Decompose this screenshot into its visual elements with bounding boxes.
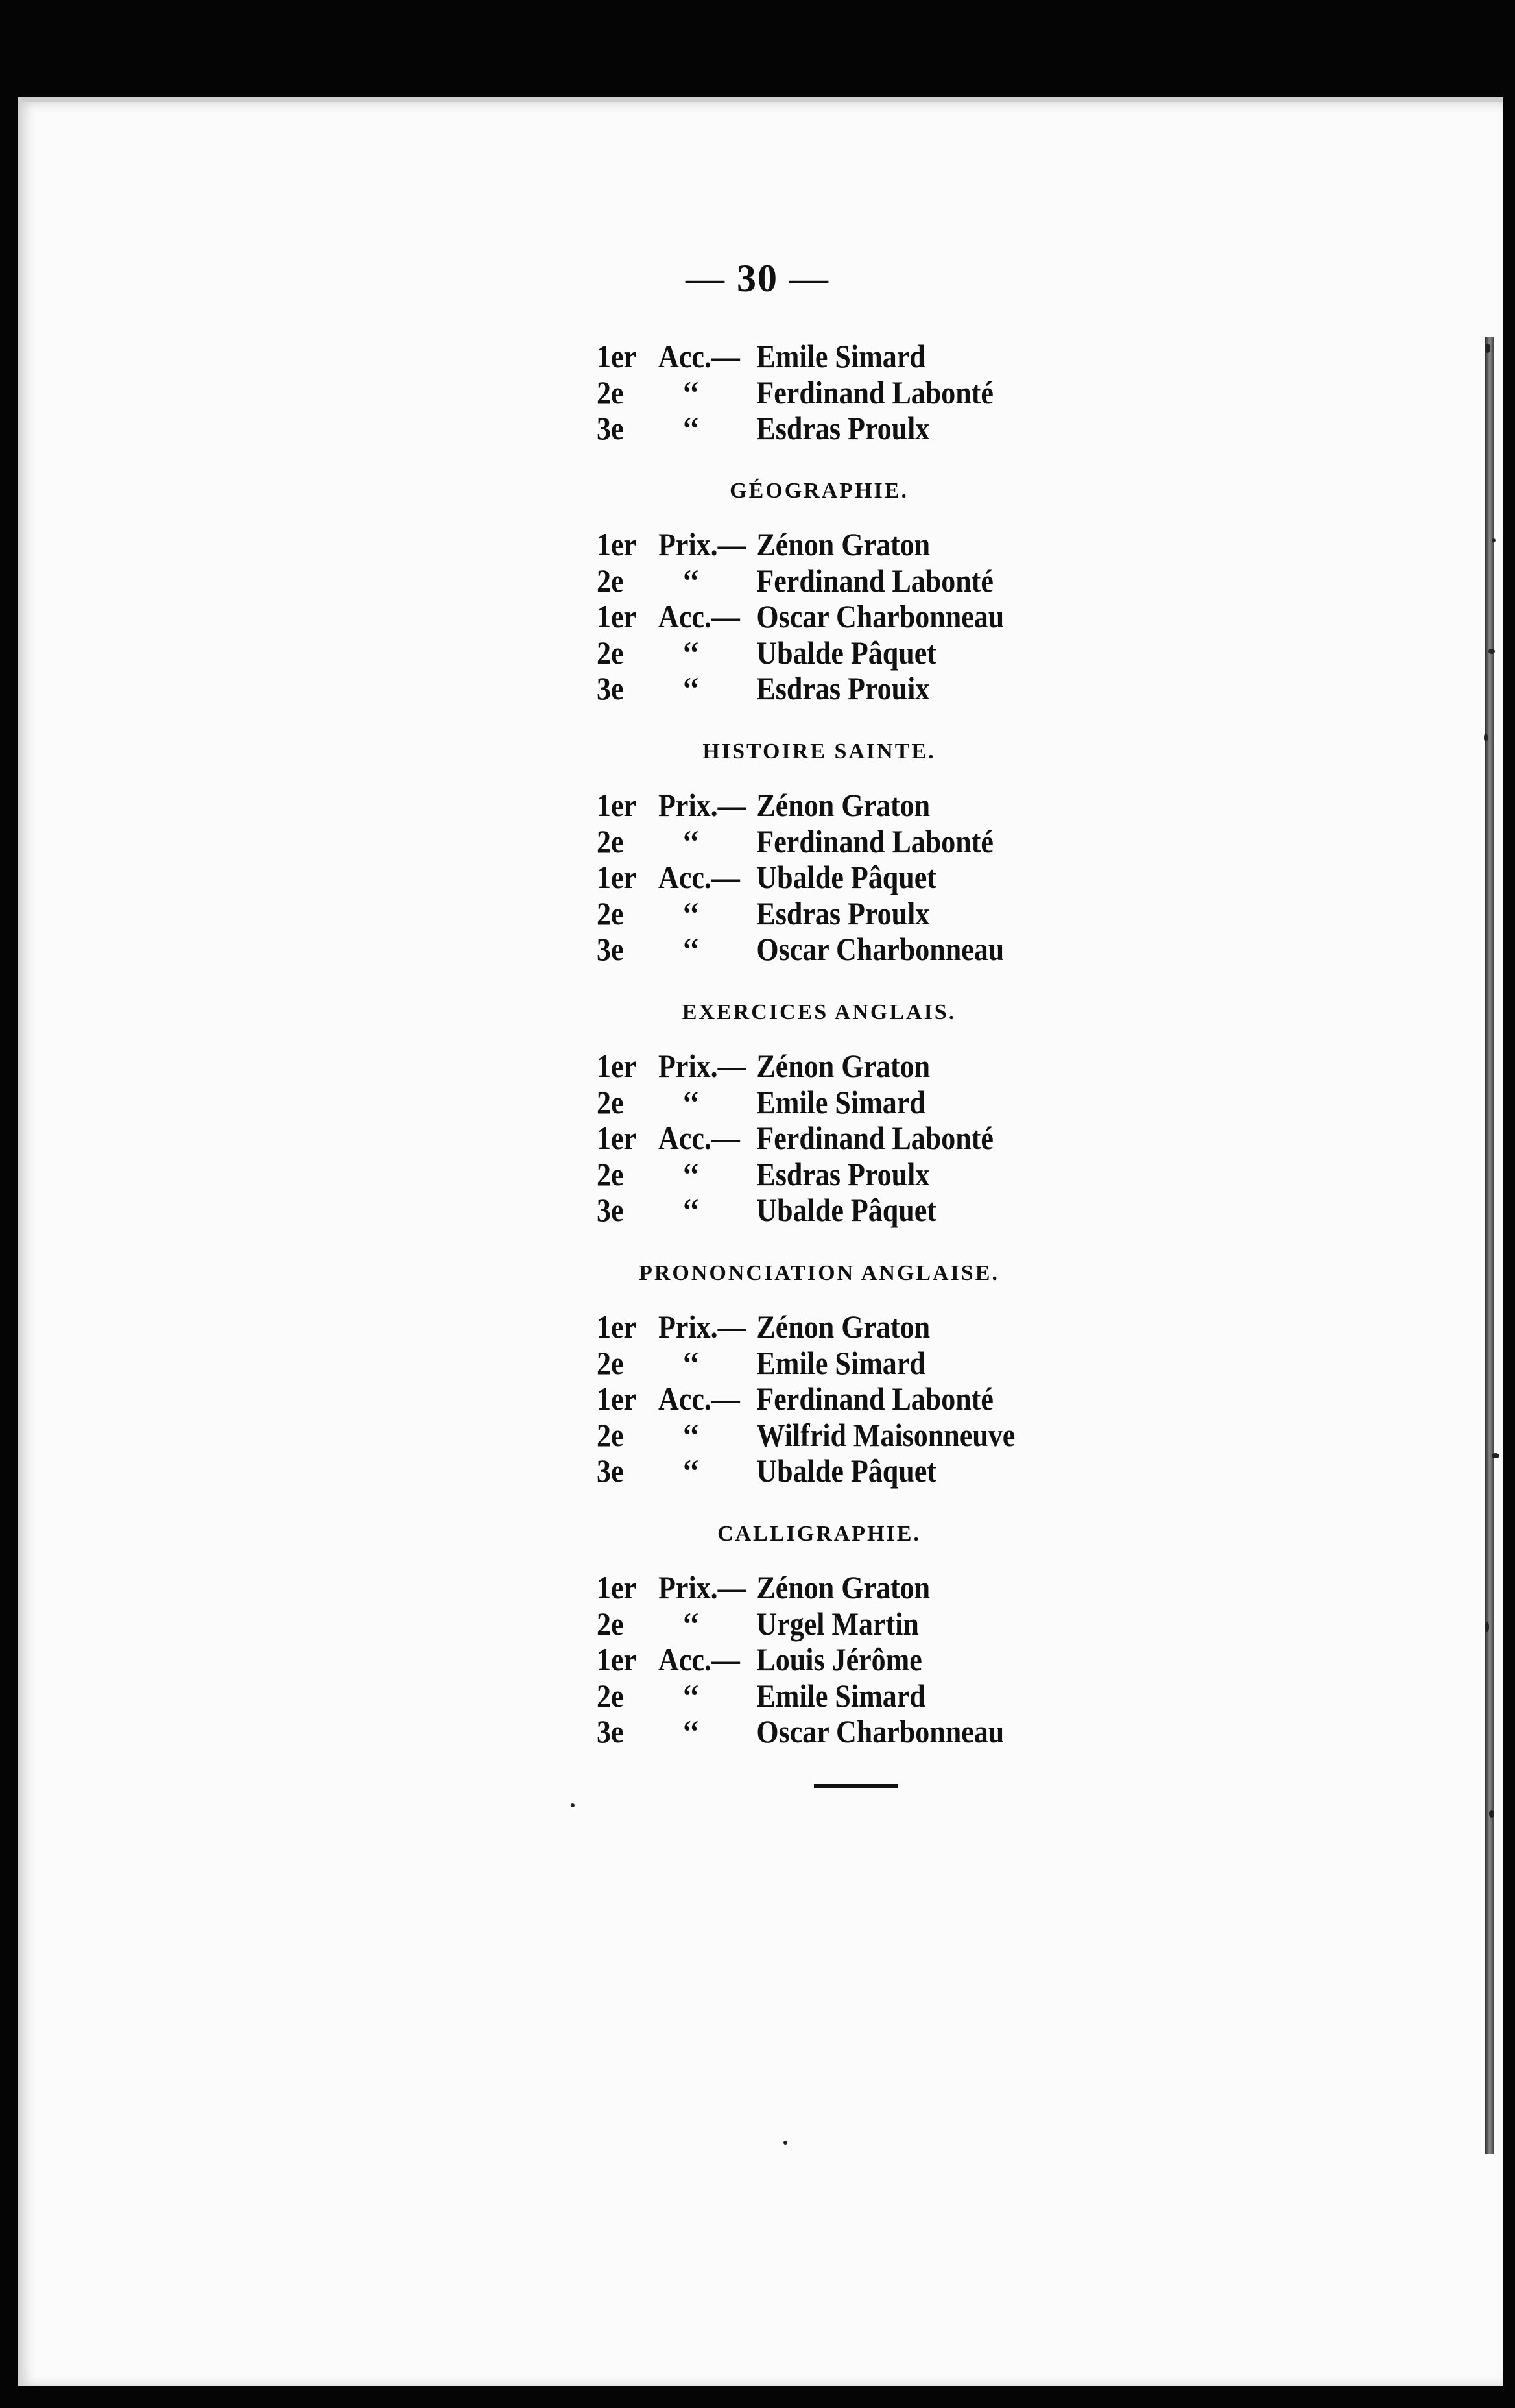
student-name: Emile Simard [756,338,925,374]
prize-rank: 1er [597,1120,637,1156]
prize-rank: 1er [597,598,637,634]
prize-rank: 1er [597,787,637,823]
prize-rank: 2e [597,823,624,860]
scan-speck [1488,649,1495,654]
scan-speck [1492,538,1496,542]
ditto-mark: ‘‘ [682,1083,700,1120]
prize-rank: 3e [597,1713,624,1750]
student-name: Zénon Graton [756,1048,931,1084]
prize-rank: 3e [597,670,624,706]
prize-rank: 2e [597,1155,624,1192]
award-type: Acc.— [658,1380,740,1417]
student-name: Zénon Graton [756,1308,931,1345]
student-name: Esdras Proulx [756,895,930,932]
ditto-mark: ‘‘ [682,374,700,411]
scan-speck [1485,344,1490,353]
student-name: Ferdinand Labonté [756,562,994,599]
ditto-mark: ‘‘ [682,1192,700,1228]
ditto-mark: ‘‘ [682,634,700,671]
prize-rank: 2e [597,895,624,932]
ditto-mark: ‘‘ [682,1344,700,1381]
prize-rank: 1er [597,1308,637,1345]
student-name: Esdras Proulx [756,1155,930,1192]
award-type: Prix.— [658,1308,746,1345]
scan-speck [783,2141,787,2145]
prize-rank: 2e [597,1416,624,1453]
section-heading: CALLIGRAPHIE. [717,1522,921,1546]
award-type: Acc.— [658,598,740,634]
prize-rank: 3e [597,1452,624,1489]
student-name: Esdras Proulx [756,410,930,446]
prize-rank: 2e [597,374,624,411]
scan-speck [571,1803,575,1807]
award-type: Acc.— [658,859,740,895]
prize-rank: 2e [597,1677,624,1714]
section-heading: PRONONCIATION ANGLAISE. [639,1261,999,1285]
student-name: Zénon Graton [756,1569,931,1606]
ditto-mark: ‘‘ [682,1677,700,1714]
student-name: Urgel Martin [756,1605,919,1642]
student-name: Ferdinand Labonté [756,823,994,860]
student-name: Oscar Charbonneau [756,598,1005,634]
prize-rank: 3e [597,931,624,967]
student-name: Esdras Prouix [756,670,930,706]
student-name: Emile Simard [756,1344,925,1381]
scan-speck [1489,1810,1494,1818]
section-heading: HISTOIRE SAINTE. [702,740,936,764]
prize-rank: 2e [597,562,624,599]
student-name: Ubalde Pâquet [756,859,936,895]
prize-rank: 1er [597,1048,637,1084]
ditto-mark: ‘‘ [682,823,700,860]
prize-rank: 2e [597,1083,624,1120]
student-name: Louis Jérôme [756,1641,922,1678]
prize-rank: 1er [597,1380,637,1417]
award-type: Acc.— [658,1641,740,1678]
award-type: Prix.— [658,1569,746,1606]
prize-rank: 2e [597,1605,624,1642]
scan-speck [1492,1453,1499,1458]
ditto-mark: ‘‘ [682,1416,700,1453]
student-name: Ubalde Pâquet [756,1192,936,1228]
page-number: — 30 — [686,257,829,300]
ditto-mark: ‘‘ [682,410,700,446]
end-rule [814,1784,898,1788]
scan-speck [1485,1622,1489,1632]
student-name: Zénon Graton [756,526,931,562]
student-name: Ferdinand Labonté [756,1120,994,1156]
page-edge [1485,337,1494,2154]
award-type: Acc.— [658,338,740,374]
student-name: Oscar Charbonneau [756,931,1005,967]
ditto-mark: ‘‘ [682,1155,700,1192]
ditto-mark: ‘‘ [682,562,700,599]
section-heading: GÉOGRAPHIE. [730,479,909,503]
prize-rank: 1er [597,859,637,895]
ditto-mark: ‘‘ [682,1452,700,1489]
ditto-mark: ‘‘ [682,1605,700,1642]
student-name: Wilfrid Maisonneuve [756,1416,1016,1453]
prize-rank: 2e [597,634,624,671]
prize-rank: 1er [597,338,637,374]
student-name: Ubalde Pâquet [756,634,936,671]
prize-rank: 3e [597,1192,624,1228]
ditto-mark: ‘‘ [682,1713,700,1750]
prize-rank: 1er [597,1641,637,1678]
ditto-mark: ‘‘ [682,895,700,932]
ditto-mark: ‘‘ [682,670,700,706]
student-name: Zénon Graton [756,787,931,823]
student-name: Emile Simard [756,1083,925,1120]
prize-rank: 1er [597,526,637,562]
student-name: Oscar Charbonneau [756,1713,1005,1750]
prize-rank: 1er [597,1569,637,1606]
ditto-mark: ‘‘ [682,931,700,967]
student-name: Emile Simard [756,1677,925,1714]
award-type: Prix.— [658,1048,746,1084]
student-name: Ferdinand Labonté [756,374,994,411]
prize-rank: 3e [597,410,624,446]
award-type: Acc.— [658,1120,740,1156]
student-name: Ubalde Pâquet [756,1452,936,1489]
prize-rank: 2e [597,1344,624,1381]
student-name: Ferdinand Labonté [756,1380,994,1417]
scan-speck [1484,733,1488,742]
award-type: Prix.— [658,526,746,562]
section-heading: EXERCICES ANGLAIS. [682,1000,957,1024]
award-type: Prix.— [658,787,746,823]
